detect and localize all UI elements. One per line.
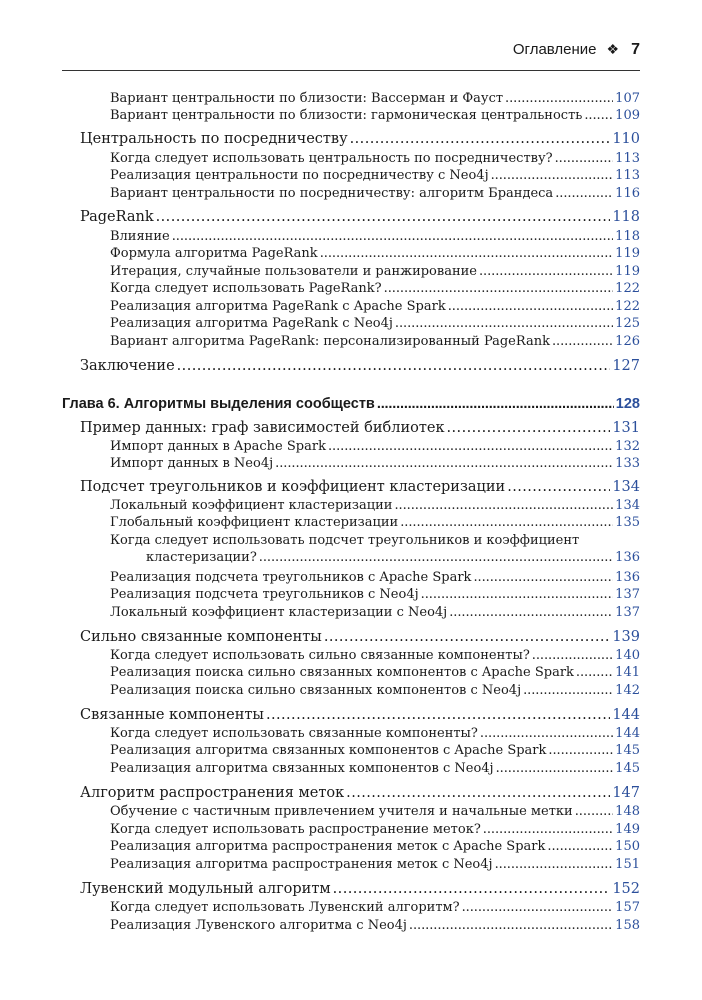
toc-page-number[interactable]: 142 <box>615 683 640 698</box>
toc-entry-title: Обучение с частичным привлечением учителя и начальные метки <box>110 804 573 819</box>
toc-page-number[interactable]: 131 <box>612 420 640 436</box>
toc-subsection[interactable] <box>110 264 640 279</box>
toc-entry-title: Подсчет треугольников и коэффициент кластеризации <box>80 479 506 495</box>
toc-subsection[interactable] <box>110 570 640 585</box>
toc-subsection[interactable] <box>110 299 640 314</box>
toc-dot-leader <box>547 839 613 854</box>
toc-dot-leader <box>421 587 614 602</box>
toc-section[interactable] <box>80 209 640 225</box>
toc-page-number[interactable]: 133 <box>615 456 640 471</box>
toc-dot-leader <box>275 456 613 471</box>
toc-subsection[interactable] <box>110 726 640 741</box>
toc-entry-title: Реализация алгоритма PageRank с Apache Spark <box>110 299 446 314</box>
toc-entry-title: PageRank <box>80 209 154 225</box>
toc-dot-leader <box>395 316 613 331</box>
toc-page-number[interactable]: 113 <box>615 168 640 183</box>
toc-dot-leader <box>266 707 610 723</box>
toc-dot-leader <box>384 281 614 296</box>
toc-page-number[interactable]: 148 <box>615 804 640 819</box>
toc-page-number[interactable]: 150 <box>615 839 640 854</box>
toc-subsection[interactable] <box>110 168 640 183</box>
toc-subsection[interactable] <box>110 900 640 915</box>
toc-entry-title: Когда следует использовать сильно связанные компоненты? <box>110 648 530 663</box>
toc-subsection[interactable] <box>110 456 640 471</box>
toc-subsection[interactable] <box>110 91 640 106</box>
toc-entry-continuation <box>110 550 640 565</box>
toc-page-number[interactable]: 137 <box>615 605 640 620</box>
toc-page-number[interactable]: 116 <box>615 186 640 201</box>
toc-page-number[interactable]: 136 <box>615 550 640 565</box>
toc-subsection[interactable] <box>110 334 640 349</box>
toc-page-number[interactable]: 140 <box>615 648 640 663</box>
toc-page-number[interactable]: 113 <box>615 151 640 166</box>
toc-page-number[interactable]: 127 <box>612 358 640 374</box>
toc-subsection[interactable] <box>110 857 640 872</box>
toc-entry-title: Когда следует использовать распространение меток? <box>110 822 481 837</box>
toc-subsection[interactable] <box>110 229 640 244</box>
toc-subsection[interactable] <box>110 186 640 201</box>
toc-dot-leader <box>575 804 613 819</box>
toc-page-number[interactable]: 125 <box>615 316 640 331</box>
toc-entry-title: Локальный коэффициент кластеризации <box>110 498 393 513</box>
toc-subsection[interactable] <box>110 665 640 680</box>
toc-page-number[interactable]: 126 <box>615 334 640 349</box>
toc-subsection[interactable] <box>110 439 640 454</box>
toc-page-number[interactable]: 119 <box>615 264 640 279</box>
toc-page-number[interactable]: 151 <box>615 857 640 872</box>
toc-subsection[interactable] <box>110 761 640 776</box>
toc-entry-title: Когда следует использовать Лувенский алгоритм? <box>110 900 460 915</box>
toc-entry-title: Когда следует использовать подсчет треугольников и коэффициент <box>110 533 580 548</box>
toc-entry-title: Вариант центральности по близости: гармоническая центральность <box>110 108 583 123</box>
toc-entry-title: Формула алгоритма PageRank <box>110 246 318 261</box>
toc-dot-leader <box>584 108 613 123</box>
toc-subsection[interactable] <box>110 316 640 331</box>
toc-subsection[interactable] <box>110 683 640 698</box>
toc-entry-title-continued: кластеризации? <box>146 550 257 565</box>
toc-page-number[interactable]: 135 <box>615 515 640 530</box>
toc-entry-title: Локальный коэффициент кластеризации с Neo4j <box>110 605 448 620</box>
toc-dot-leader <box>394 498 613 513</box>
toc-page-number[interactable]: 145 <box>615 761 640 776</box>
toc-page-number[interactable]: 149 <box>615 822 640 837</box>
toc-page-number[interactable]: 137 <box>615 587 640 602</box>
toc-entry-title: Реализация подсчета треугольников с Neo4j <box>110 587 419 602</box>
toc-dot-leader <box>448 299 613 314</box>
toc-page-number[interactable]: 119 <box>615 246 640 261</box>
toc-entry-title: Реализация Лувенского алгоритма с Neo4j <box>110 918 407 933</box>
toc-dot-leader <box>259 550 613 565</box>
toc-dot-leader <box>377 396 614 412</box>
toc-page-number[interactable]: 134 <box>615 498 640 513</box>
toc-dot-leader <box>320 246 613 261</box>
toc-page-number[interactable]: 122 <box>615 299 640 314</box>
ornament-icon: ❖ <box>606 42 620 58</box>
toc-page-number[interactable]: 158 <box>615 918 640 933</box>
toc-dot-leader <box>532 648 613 663</box>
toc-entry-title: Когда следует использовать связанные компоненты? <box>110 726 478 741</box>
toc-dot-leader <box>505 91 613 106</box>
toc-dot-leader <box>350 131 611 147</box>
toc-dot-leader <box>495 857 614 872</box>
toc-dot-leader <box>491 168 614 183</box>
toc-subsection[interactable] <box>110 281 640 296</box>
toc-dot-leader <box>576 665 613 680</box>
toc-entry-title: Реализация центральности по посредничеству с Neo4j <box>110 168 489 183</box>
toc-page-number[interactable]: 128 <box>615 396 640 412</box>
toc-subsection[interactable] <box>110 918 640 933</box>
toc-subsection[interactable] <box>110 605 640 620</box>
toc-subsection[interactable] <box>110 804 640 819</box>
toc-dot-leader <box>156 209 611 225</box>
toc-entry-title: Вариант алгоритма PageRank: персонализированный PageRank <box>110 334 550 349</box>
toc-entry-title: Вариант центральности по близости: Вассерман и Фауст <box>110 91 504 106</box>
toc-entry-title: Связанные компоненты <box>80 707 264 723</box>
toc-page-number[interactable]: 132 <box>615 439 640 454</box>
toc-subsection[interactable] <box>110 498 640 513</box>
toc-chapter[interactable] <box>62 396 640 412</box>
toc-subsection[interactable] <box>110 151 640 166</box>
toc-entry-title: Сильно связанные компоненты <box>80 629 322 645</box>
toc-section[interactable] <box>80 420 640 436</box>
toc-page-number[interactable]: 141 <box>615 665 640 680</box>
toc-dot-leader <box>462 900 614 915</box>
toc-section[interactable] <box>80 629 640 645</box>
toc-subsection[interactable] <box>110 648 640 663</box>
toc-entry-title: Влияние <box>110 229 170 244</box>
toc-entry-title: Реализация алгоритма связанных компонентов с Neo4j <box>110 761 494 776</box>
toc-section[interactable] <box>80 707 640 723</box>
toc-subsection[interactable] <box>110 587 640 602</box>
toc-entry-title: Когда следует использовать центральность по посредничеству? <box>110 151 553 166</box>
toc-subsection[interactable] <box>110 822 640 837</box>
toc-entry-title: Вариант центральности по посредничеству: алгоритм Брандеса <box>110 186 554 201</box>
toc-entry-title: Реализация подсчета треугольников с Apache Spark <box>110 570 472 585</box>
toc-subsection[interactable] <box>110 743 640 758</box>
toc-dot-leader <box>447 420 611 436</box>
toc-entry-title: Реализация алгоритма связанных компонентов с Apache Spark <box>110 743 547 758</box>
toc-section[interactable] <box>80 479 640 495</box>
toc-dot-leader <box>507 479 610 495</box>
toc-entry-title: Реализация алгоритма распространения меток с Apache Spark <box>110 839 546 854</box>
toc-dot-leader <box>479 264 613 279</box>
toc-subsection[interactable] <box>110 533 640 565</box>
toc-page-number[interactable]: 107 <box>615 91 640 106</box>
toc-dot-leader <box>333 881 611 897</box>
toc-entry-title: Реализация алгоритма распространения меток с Neo4j <box>110 857 493 872</box>
toc-dot-leader <box>328 439 613 454</box>
toc-section[interactable] <box>80 131 640 147</box>
toc-dot-leader <box>496 761 614 776</box>
toc-page-number[interactable]: 144 <box>612 707 640 723</box>
toc-page-number[interactable]: 118 <box>615 229 640 244</box>
toc-dot-leader <box>483 822 613 837</box>
toc-entry-title: Реализация поиска сильно связанных компонентов с Neo4j <box>110 683 522 698</box>
toc-entry-title: Заключение <box>80 358 175 374</box>
running-header <box>62 40 640 71</box>
toc-dot-leader <box>480 726 613 741</box>
toc-dot-leader <box>555 151 614 166</box>
toc-entry-title: Импорт данных в Apache Spark <box>110 439 326 454</box>
toc-dot-leader <box>172 229 613 244</box>
toc-page-number[interactable]: 109 <box>615 108 640 123</box>
toc-dot-leader <box>409 918 613 933</box>
toc-dot-leader <box>523 683 613 698</box>
toc-entry-title: Реализация алгоритма PageRank с Neo4j <box>110 316 393 331</box>
toc-entry-title: Пример данных: граф зависимостей библиотек <box>80 420 445 436</box>
toc-section[interactable] <box>80 358 640 374</box>
toc-dot-leader <box>177 358 611 374</box>
toc-dot-leader <box>324 629 610 645</box>
toc-page-number[interactable]: 147 <box>612 785 640 801</box>
toc-page-number[interactable]: 152 <box>612 881 640 897</box>
toc-entry-title: Реализация поиска сильно связанных компонентов с Apache Spark <box>110 665 574 680</box>
toc-dot-leader <box>555 186 613 201</box>
toc-page-number[interactable]: 139 <box>612 629 640 645</box>
toc-subsection[interactable] <box>110 839 640 854</box>
toc-page-number[interactable]: 134 <box>612 479 640 495</box>
toc-page-number[interactable]: 136 <box>615 570 640 585</box>
toc-subsection[interactable] <box>110 246 640 261</box>
toc-entry-title: Когда следует использовать PageRank? <box>110 281 382 296</box>
toc-section[interactable] <box>80 881 640 897</box>
running-header-title: Оглавление <box>512 41 597 58</box>
toc-subsection[interactable] <box>110 108 640 123</box>
page-number: 7 <box>631 41 640 58</box>
toc-entry-title: Импорт данных в Neo4j <box>110 456 274 471</box>
toc-entry-title: Итерация, случайные пользователи и ранжирование <box>110 264 477 279</box>
toc-entry-title: Лувенский модульный алгоритм <box>80 881 331 897</box>
toc-dot-leader <box>473 570 613 585</box>
toc-page-number[interactable]: 110 <box>612 131 640 147</box>
toc-dot-leader <box>346 785 610 801</box>
toc-page-number[interactable]: 157 <box>615 900 640 915</box>
toc-dot-leader <box>449 605 613 620</box>
toc-page-number[interactable]: 144 <box>615 726 640 741</box>
toc-dot-leader <box>552 334 613 349</box>
toc-dot-leader <box>548 743 613 758</box>
toc-subsection[interactable] <box>110 515 640 530</box>
toc-entry-title: Алгоритм распространения меток <box>80 785 345 801</box>
toc-page-number[interactable]: 145 <box>615 743 640 758</box>
toc-section[interactable] <box>80 785 640 801</box>
toc-entry-title: Глобальный коэффициент кластеризации <box>110 515 399 530</box>
toc-page-number[interactable]: 118 <box>612 209 640 225</box>
toc-dot-leader <box>400 515 613 530</box>
toc-entry-title: Центральность по посредничеству <box>80 131 348 147</box>
toc-entry-title: Глава 6. Алгоритмы выделения сообществ <box>62 396 375 412</box>
toc-page-number[interactable]: 122 <box>615 281 640 296</box>
